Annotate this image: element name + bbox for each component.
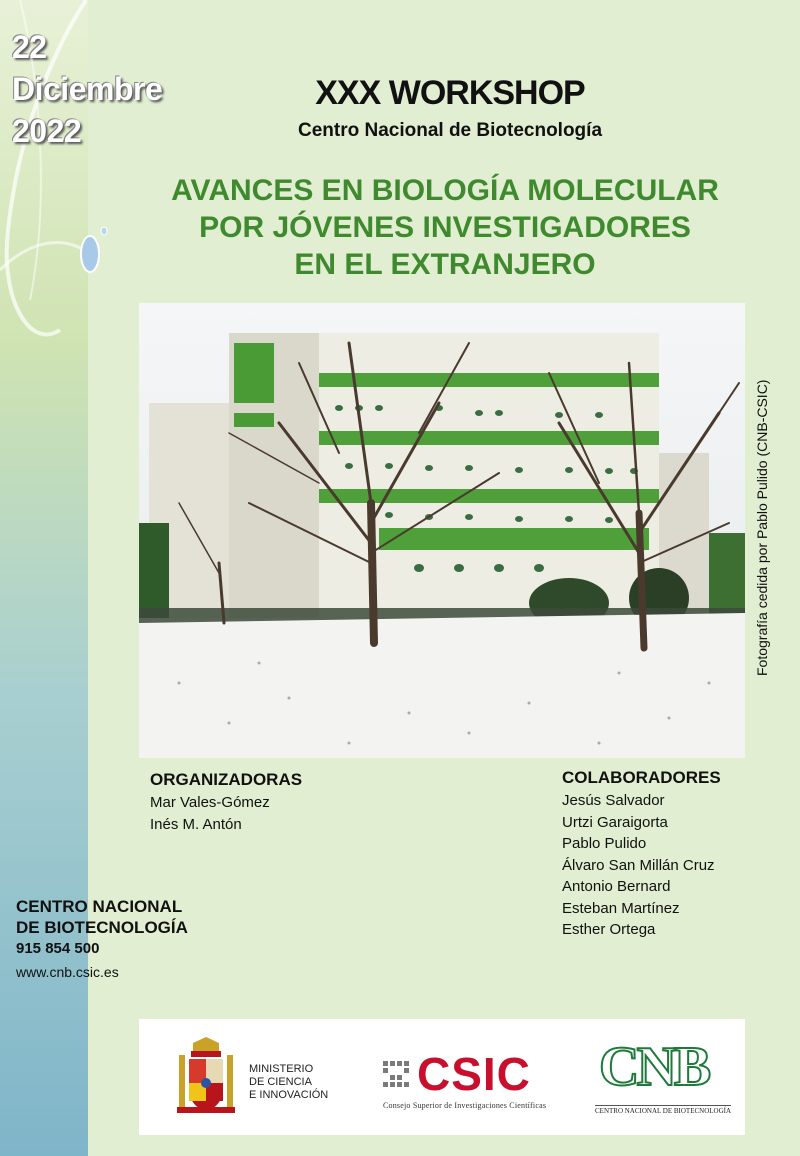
event-date [12, 26, 162, 152]
workshop-theme [110, 172, 780, 283]
workshop-title: XXX WORKSHOP [315, 74, 585, 112]
photo-credit: Fotografía cedida por Pablo Pulido (CNB-CSIC) [754, 379, 770, 676]
csic-logo-fullname: Consejo Superior de Investigaciones Científicas [383, 1101, 547, 1110]
cnb-building-snow-photo [139, 303, 745, 758]
collaborator-name: Esteban Martínez [562, 899, 680, 917]
theme-line-1: AVANCES EN BIOLOGÍA MOLECULAR [171, 174, 719, 207]
theme-line-3: EN EL EXTRANJERO [294, 248, 596, 281]
event-day: 22 [12, 29, 47, 65]
cnb-logo-fullname: CENTRO NACIONAL DE BIOTECNOLOGÍA [595, 1107, 732, 1115]
collaborators-section [562, 768, 721, 941]
ministry-line-2: DE CIENCIA [249, 1076, 312, 1088]
collaborator-name: Jesús Salvador [562, 792, 665, 809]
collaborators-heading: COLABORADORES [562, 768, 721, 787]
organizers-section [150, 770, 302, 835]
organizer-name: Mar Vales-Gómez [150, 794, 270, 811]
contact-block [16, 896, 188, 984]
theme-line-2: POR JÓVENES INVESTIGADORES [199, 211, 691, 244]
event-year: 2022 [12, 113, 82, 149]
contact-name-line-1: CENTRO NACIONAL [16, 897, 183, 916]
collaborator-name: Urtzi Garaigorta [562, 813, 668, 831]
organizers-heading: ORGANIZADORAS [150, 770, 303, 789]
ministry-line-3: E INNOVACIÓN [249, 1089, 329, 1101]
contact-phone: 915 854 500 [16, 940, 100, 957]
orbit-electron-small [101, 227, 107, 235]
workshop-venue: Centro Nacional de Biotecnología [297, 120, 603, 141]
collaborator-name: Esther Ortega [562, 921, 656, 938]
sponsor-logos-bar [139, 1019, 745, 1135]
contact-name-line-2: DE BIOTECNOLOGÍA [16, 918, 188, 937]
orbit-electron-large [81, 236, 99, 272]
csic-logo-word: CSIC [417, 1048, 531, 1100]
collaborator-name: Antonio Bernard [562, 878, 671, 895]
event-month: Diciembre [12, 71, 163, 107]
ministry-logo-text [249, 1063, 328, 1102]
ministry-line-1: MINISTERIO [249, 1063, 314, 1075]
spain-coat-of-arms-icon [175, 1037, 237, 1117]
collaborator-name: Pablo Pulido [562, 835, 647, 852]
contact-website[interactable]: www.cnb.csic.es [16, 964, 119, 980]
collaborator-name: Álvaro San Millán Cruz [562, 856, 715, 874]
csic-emblem-icon [381, 1059, 411, 1093]
cnb-logo-word: CNB [599, 1036, 709, 1098]
organizer-name: Inés M. Antón [150, 815, 242, 833]
